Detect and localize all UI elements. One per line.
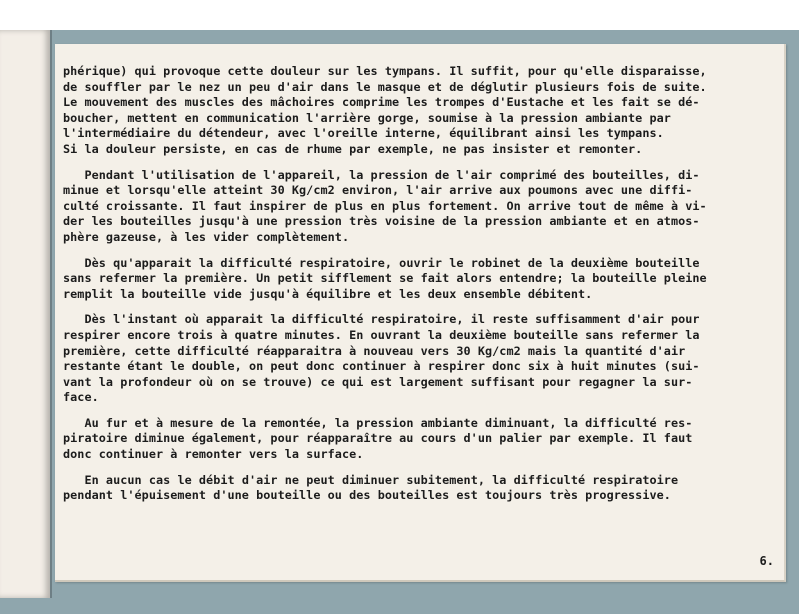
paragraph-1: phérique) qui provoque cette douleur sur les tympans. Il suffit, pour qu'elle disparaisse, de souffler par le nez un peu d'air dans le masque et de déglutir plusieurs fois de suite. Le mouvement des muscles des mâchoires comprime les trompes d'Eustache et les fait se dé- boucher, mettent en communication l'arrière gorge, soumise à la pression ambiante par l'intermédiaire du détendeur, avec l'oreille interne, équilibrant ainsi les tympans. Si la douleur persiste, en cas de rhume par exemple, ne pas insister et remonter.	[63, 64, 707, 156]
page-number: 6.	[759, 554, 774, 568]
paragraph-3: Dès qu'apparait la difficulté respiratoire, ouvrir le robinet de la deuxième bouteille sans refermer la première. Un petit sifflement se fait alors entendre; la bouteille pleine remplit la bouteille vide jusqu'à équilibre et les deux ensemble débitent.	[63, 255, 707, 301]
left-page-edge	[0, 30, 52, 598]
paragraph-6: En aucun cas le débit d'air ne peut diminuer subitement, la difficulté respiratoire pendant l'épuisement d'une bouteille ou des bouteilles est toujours très progressive.	[63, 472, 679, 503]
paragraph-4: Dès l'instant où apparait la difficulté respiratoire, il reste suffisamment d'air pour respirer encore trois à quatre minutes. En ouvrant la deuxième bouteille sans refermer la première, cette difficulté réapparaitra à nouveau vers 30 Kg/cm2 mais la quantité d'air restante étant le double, on peut donc continuer à respirer donc six à huit minutes (sui- vant la profondeur où on se trouve) ce qui est largement suffisant pour regagner la sur- face.	[63, 312, 700, 405]
document-page	[55, 44, 786, 582]
body-text	[63, 64, 777, 514]
paragraph-5: Au fur et à mesure de la remontée, la pression ambiante diminuant, la difficulté res- piratoire diminue également, pour réapparaître au cours d'un palier par exemple. Il faut donc continuer à remonter vers la surface.	[63, 415, 693, 462]
paragraph-2: Pendant l'utilisation de l'appareil, la pression de l'air comprimé des bouteilles, di- minue et lorsqu'elle atteint 30 Kg/cm2 environ, l'air arrive aux poumons avec une diffi- culté croissante. Il faut inspirer de plus en plus fortement. On arrive tout de même à vi- der les bouteilles jusqu'à une pression très voisine de la pression ambiante et en atmos- phère gazeuse, à les vider complètement.	[63, 167, 707, 244]
